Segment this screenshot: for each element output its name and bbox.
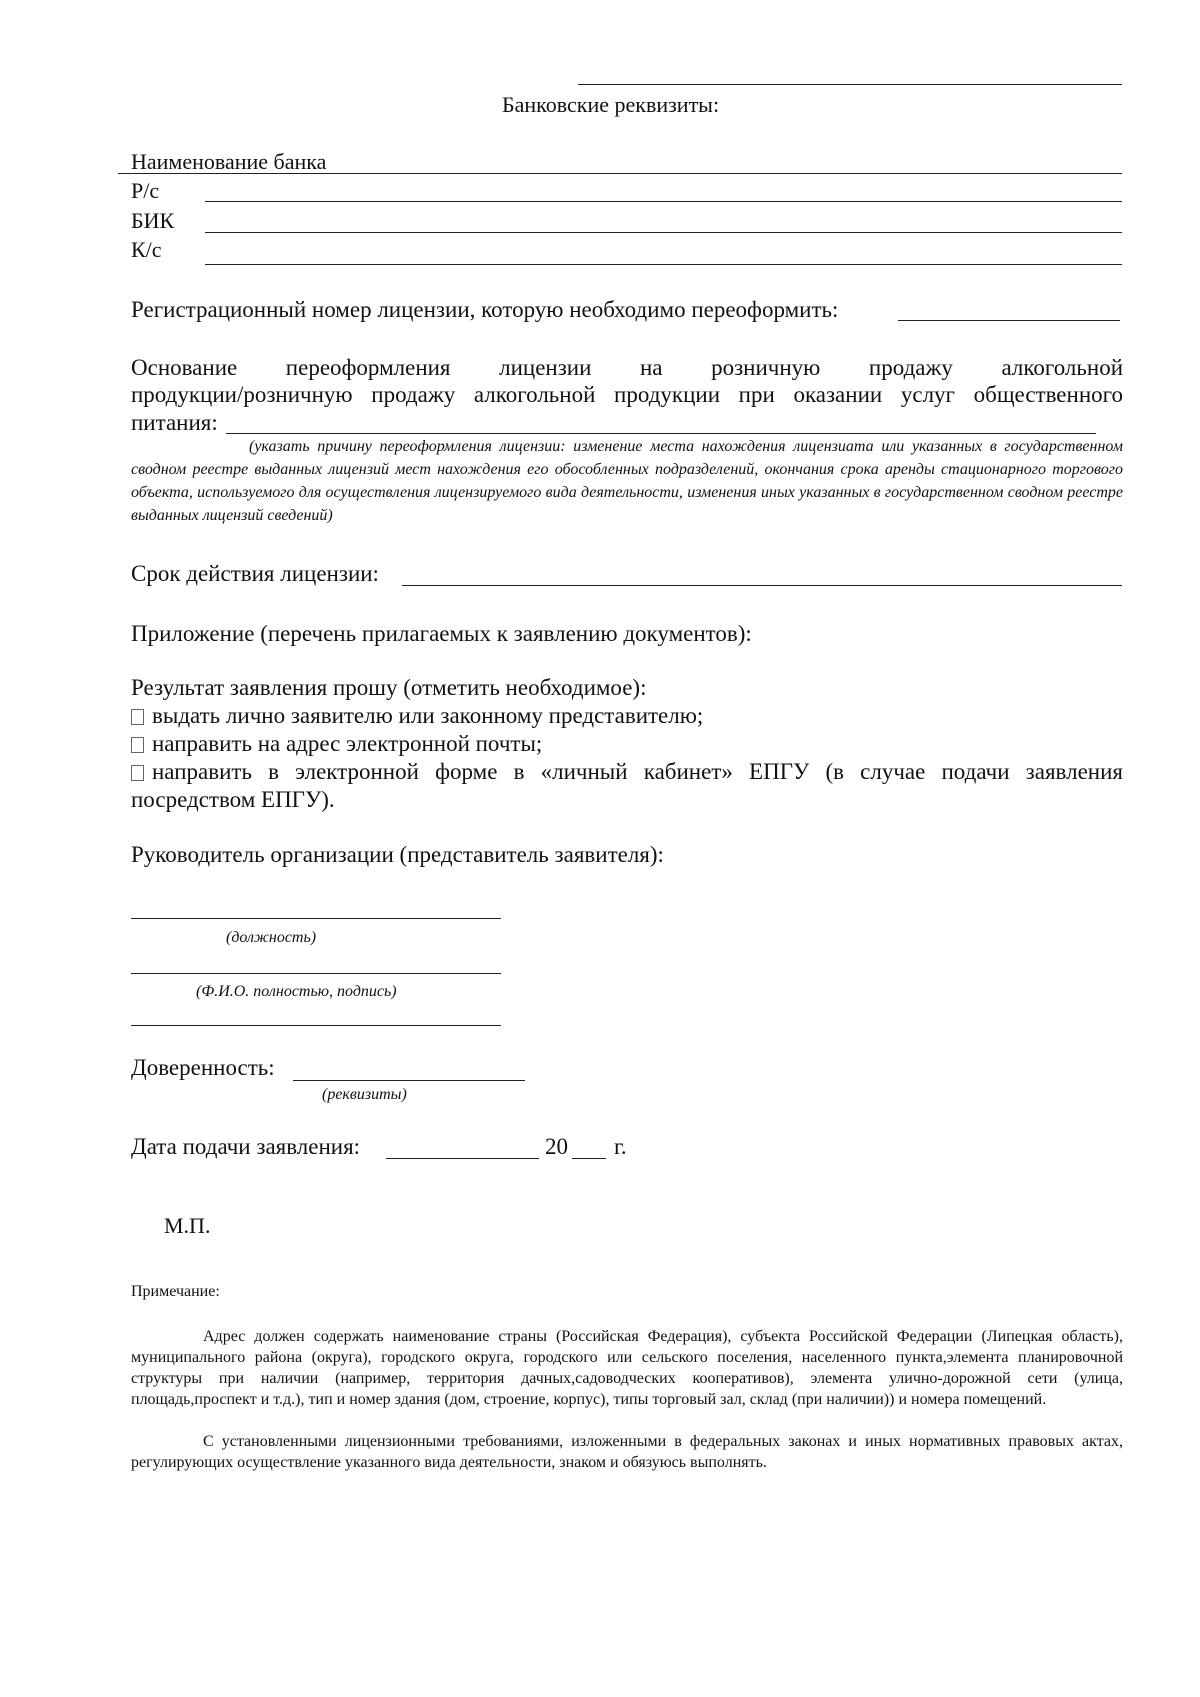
basis-line-2: продукции/розничную продажу алкогольной продукции при оказании услуг общественного [131,382,1123,407]
note-paragraph-1: Адрес должен содержать наименование страны (Российская Федерация), субъекта Российской Федерации (Липецкая область), муниципального района (округа), городского округа, городского или сельского поселения, населенного пункта,элемента планировочной структуры при наличии (например, территория дачных,садоводческих кооперативов), элемента улично-дорожной сети (улица, площадь,проспект и т.д.), тип и номер здания (дом, строение, корпус), типы торговый зал, склад (при наличии)) и номера помещений. [131,1328,1123,1408]
signature-extra-field[interactable] [131,1025,501,1026]
fio-hint: (Ф.И.О. полностью, подпись) [196,983,397,1000]
result-option-personal[interactable] [131,702,703,730]
bik-field[interactable] [205,232,1122,233]
date-year-prefix: 20 [545,1134,568,1159]
result-option-epgu[interactable] [131,758,1123,786]
proxy-field[interactable] [293,1080,525,1081]
ks-field[interactable] [205,264,1122,265]
bank-name-label: Наименование банка [131,149,327,174]
result-option-personal-label: выдать лично заявителю или законному представителю; [152,703,704,728]
top-rule [578,84,1122,85]
reg-number-field[interactable] [898,320,1120,321]
ks-label: К/с [131,237,162,262]
checkbox-email[interactable] [131,737,144,753]
checkbox-personal[interactable] [131,709,144,725]
signatory-title: Руководитель организации (представитель заявителя): [131,842,664,867]
validity-label: Срок действия лицензии: [131,561,379,586]
basis-field[interactable] [226,433,1096,434]
stamp-label: М.П. [164,1213,211,1238]
date-label: Дата подачи заявления: [131,1134,361,1159]
basis-line-1: Основание переоформления лицензии на розничную продажу алкогольной [131,355,1123,380]
checkbox-epgu[interactable] [131,765,144,781]
date-year-suffix: г. [614,1134,627,1159]
attachments-label: Приложение (перечень прилагаемых к заявлению документов): [131,621,752,646]
rs-field[interactable] [205,201,1122,202]
bank-title: Банковские реквизиты: [502,92,720,117]
bank-name-field[interactable] [118,173,1122,174]
fio-field[interactable] [131,973,501,974]
position-hint: (должность) [226,929,317,946]
reg-number-label: Регистрационный номер лицензии, которую необходимо переоформить: [131,297,839,322]
date-field[interactable] [386,1158,539,1159]
result-option-epgu-cont: посредством ЕПГУ). [131,787,335,812]
result-title: Результат заявления прошу (отметить необходимое): [131,675,647,700]
result-option-email-label: направить на адрес электронной почты; [152,731,543,756]
validity-field[interactable] [402,585,1122,586]
position-field[interactable] [131,918,501,919]
rs-label: Р/с [131,178,160,203]
proxy-label: Доверенность: [131,1055,275,1080]
result-option-email[interactable] [131,730,542,758]
result-option-epgu-label: направить в электронной форме в «личный кабинет» ЕПГУ (в случае подачи заявления [152,759,1123,784]
note-title: Примечание: [131,1283,220,1300]
proxy-hint: (реквизиты) [322,1086,407,1103]
basis-hint: (указать причину переоформления лицензии: изменение места нахождения лицензиата или указанных в государственном сводном реестре выданных лицензий мест нахождения его обособленных подразделений, окончания срока аренды стационарного торгового объекта, используемого для осуществления лицензируемого вида деятельности, изменения иных указанных в государственном сводном реестре выданных лицензий сведений) [131,438,1123,524]
bik-label: БИК [131,208,175,233]
note-paragraph-2: С установленными лицензионными требованиями, изложенными в федеральных законах и иных нормативных правовых актах, регулирующих осуществление указанного вида деятельности, знаком и обязуюсь выполнять. [131,1433,1123,1471]
basis-line-3-label: питания: [131,410,218,435]
date-year-field[interactable] [572,1158,606,1159]
